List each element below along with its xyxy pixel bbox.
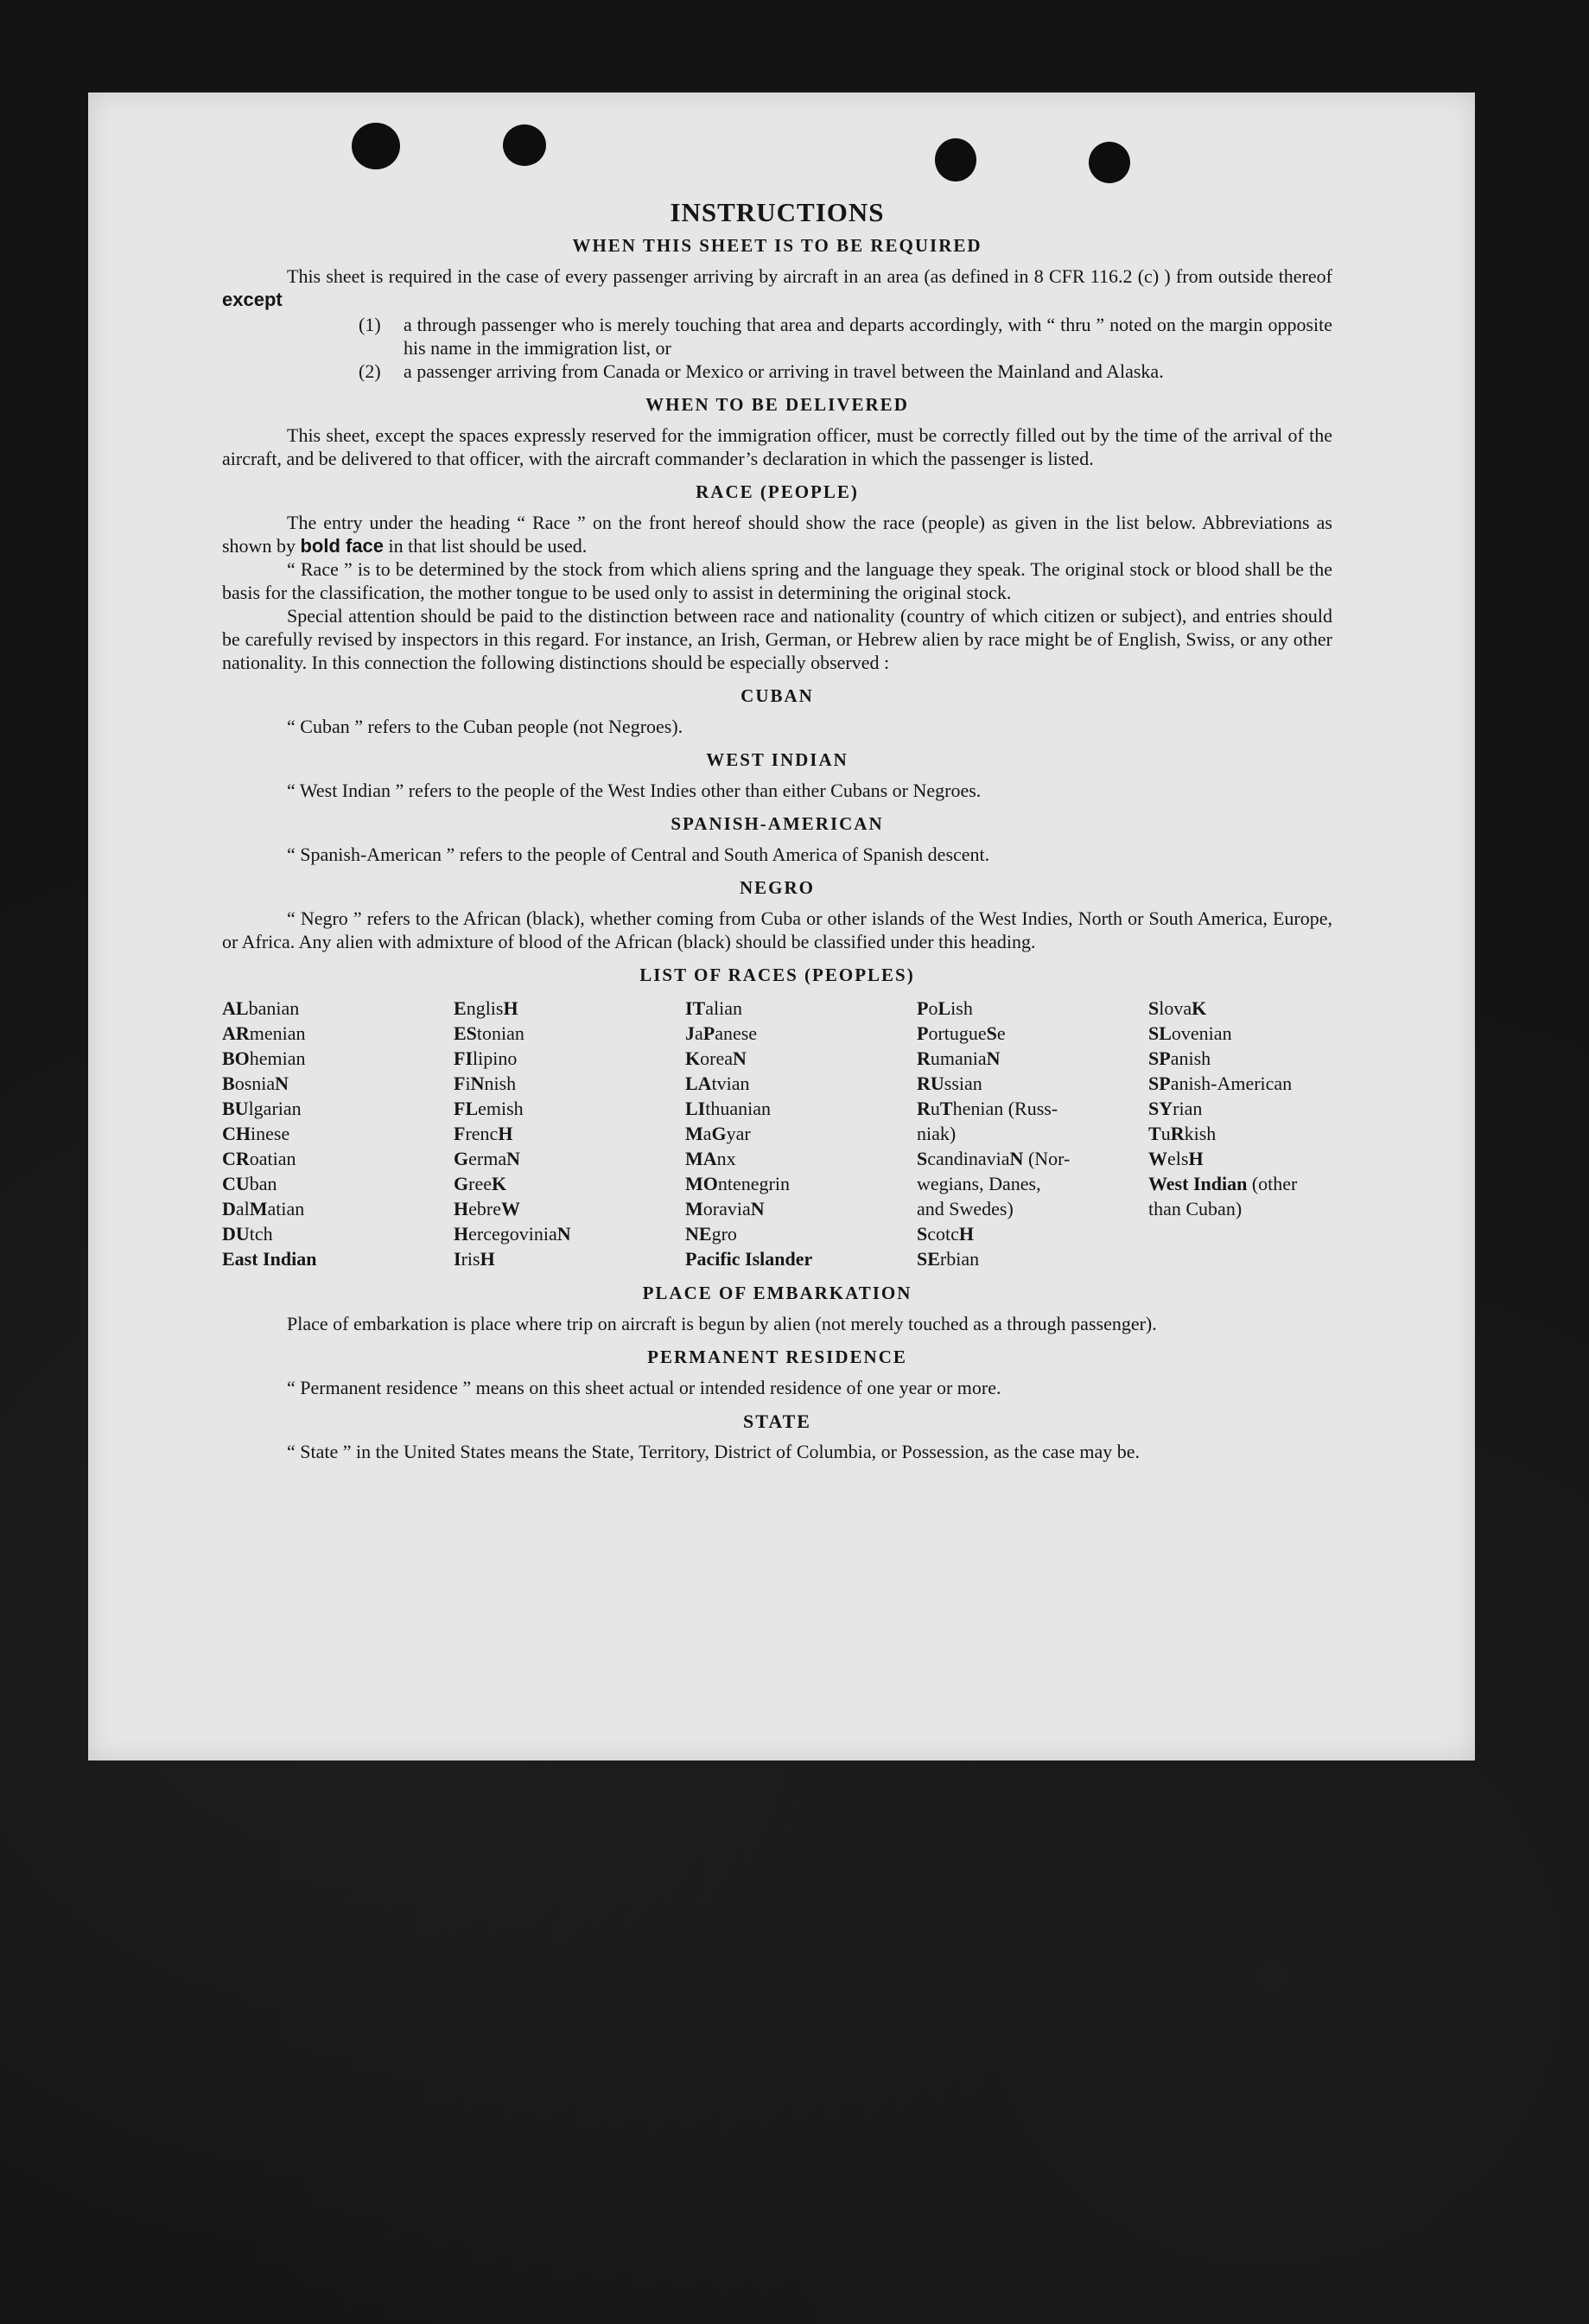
race-entry: PoLish: [917, 997, 973, 1019]
race-entry: PortugueSe: [917, 1022, 1006, 1044]
paragraph-race-3: Special attention should be paid to the distinction between race and nationality (country of which citizen or subject), and entries should be carefully revised by inspectors in this regard. For instance, an Irish, German, or Hebrew alien by race might be of English, Swiss, or any other nationality. In this connection the following distinctions should be especially observed :: [222, 605, 1332, 673]
race-entry: KoreaN: [685, 1047, 747, 1069]
race-entry: East Indian: [222, 1248, 317, 1270]
paragraph-race-2: “ Race ” is to be determined by the stock from which aliens spring and the language they speak. The original stock or blood shall be the basis for the classification, the mother tongue to be used only to assist in determining the original stock.: [222, 558, 1332, 603]
paragraph-cuban: “ Cuban ” refers to the Cuban people (not Negroes).: [287, 716, 683, 737]
except-bold: except: [222, 289, 283, 310]
race-entry: LIthuanian: [685, 1098, 772, 1119]
race-entry: FLemish: [454, 1098, 524, 1119]
race-entry: MOntenegrin: [685, 1173, 790, 1194]
race-entry: LAtvian: [685, 1073, 750, 1094]
race-column: [222, 996, 454, 1271]
race-entry: SYrian: [1148, 1098, 1203, 1119]
paragraph-negro: “ Negro ” refers to the African (black), whether coming from Cuba or other islands of the West Indies, North or South America, Europe, or Africa. Any alien with admixture of blood of the African (black) should be classified under this heading.: [222, 907, 1332, 952]
race-entry: ScotcH: [917, 1223, 975, 1245]
section-heading-west-indian: WEST INDIAN: [706, 749, 849, 770]
exception-item: (1) a through passenger who is merely touching that area and departs accordingly, with “ thru ” noted on the margin opposite his name in the immigration list, or: [359, 314, 1332, 359]
section-heading-spanish-american: SPANISH-AMERICAN: [671, 813, 884, 834]
race-entry: HercegoviniaN: [454, 1223, 571, 1245]
race-entry: GermaN: [454, 1148, 520, 1169]
paragraph-west-indian: “ West Indian ” refers to the people of the West Indies other than either Cubans or Negroes.: [287, 780, 982, 801]
race-entry: EnglisH: [454, 997, 518, 1019]
race-entry: ScandinaviaN (Nor- wegians, Danes, and Swedes): [917, 1148, 1071, 1219]
race-column: [454, 996, 685, 1271]
paragraph-embarkation: Place of embarkation is place where trip on aircraft is begun by alien (not merely touched as a through passenger).: [287, 1313, 1157, 1334]
race-entry: SPanish: [1148, 1047, 1211, 1069]
punch-hole: [1089, 142, 1130, 183]
race-entry: DalMatian: [222, 1198, 305, 1219]
race-entry: NEgro: [685, 1223, 737, 1245]
section-heading-race: RACE (PEOPLE): [696, 481, 859, 502]
race-entry: FiNnish: [454, 1073, 517, 1094]
section-heading-when-required: WHEN THIS SHEET IS TO BE REQUIRED: [572, 235, 982, 256]
race-entry: WelsH: [1148, 1148, 1204, 1169]
race-entry: JaPanese: [685, 1022, 758, 1044]
punch-hole: [503, 124, 546, 166]
race-entry: CUban: [222, 1173, 277, 1194]
race-entry: TuRkish: [1148, 1123, 1217, 1144]
section-heading-list-of-races: LIST OF RACES (PEOPLES): [639, 965, 915, 985]
race-entry: EStonian: [454, 1022, 524, 1044]
race-entry: RuThenian (Russ- niak): [917, 1098, 1058, 1144]
paragraph-race-1: The entry under the heading “ Race ” on the front hereof should show the race (people) as given in the list below. Abbreviations as shown by bold face in that list should be used.: [222, 512, 1332, 557]
race-column: [685, 996, 917, 1271]
race-entry: FrencH: [454, 1123, 513, 1144]
section-heading-residence: PERMANENT RESIDENCE: [647, 1347, 907, 1367]
section-heading-embarkation: PLACE OF EMBARKATION: [642, 1283, 912, 1303]
paragraph-when-required: This sheet is required in the case of every passenger arriving by aircraft in an area (as defined in 8 CFR 116.2 (c) ) from outside thereof except: [222, 265, 1332, 310]
race-entry: HebreW: [454, 1198, 520, 1219]
race-entry: SPanish-American: [1148, 1073, 1293, 1094]
bold-face-text: bold face: [300, 535, 385, 557]
race-column: [1148, 996, 1356, 1271]
race-entry: RumaniaN: [917, 1047, 1001, 1069]
race-entry: MoraviaN: [685, 1198, 765, 1219]
race-entry: CRoatian: [222, 1148, 296, 1169]
race-list-grid: [222, 996, 1332, 1271]
race-entry: Pacific Islander: [685, 1248, 813, 1270]
race-entry: West Indian (other than Cuban): [1148, 1173, 1298, 1219]
race-entry: BOhemian: [222, 1047, 306, 1069]
race-column: [917, 996, 1148, 1271]
paragraph-state: “ State ” in the United States means the State, Territory, District of Columbia, or Possession, as the case may be.: [287, 1441, 1141, 1462]
section-heading-state: STATE: [743, 1410, 811, 1432]
race-entry: SErbian: [917, 1248, 980, 1270]
race-entry: BosniaN: [222, 1073, 289, 1094]
exception-item: (2) a passenger arriving from Canada or Mexico or arriving in travel between the Mainland and Alaska.: [359, 360, 1164, 382]
race-entry: GreeK: [454, 1173, 507, 1194]
race-entry: DUtch: [222, 1223, 273, 1245]
punch-hole: [935, 138, 976, 181]
section-heading-when-delivered: WHEN TO BE DELIVERED: [645, 394, 909, 415]
punch-hole: [352, 123, 400, 169]
race-entry: SLovenian: [1148, 1022, 1232, 1044]
race-entry: FIlipino: [454, 1047, 518, 1069]
race-entry: RUssian: [917, 1073, 982, 1094]
section-heading-cuban: CUBAN: [740, 685, 814, 706]
instructions-body: [222, 197, 1332, 1463]
race-entry: ITalian: [685, 997, 743, 1019]
document-page: [88, 92, 1475, 1761]
race-entry: BUlgarian: [222, 1098, 302, 1119]
paragraph-when-delivered: This sheet, except the spaces expressly reserved for the immigration officer, must be correctly filled out by the time of the arrival of the aircraft, and be delivered to that officer, with the aircraft commander’s declaration in which the passenger is listed.: [222, 424, 1332, 469]
race-entry: ALbanian: [222, 997, 300, 1019]
section-heading-negro: NEGRO: [739, 877, 815, 898]
race-entry: MaGyar: [685, 1123, 751, 1144]
race-entry: MAnx: [685, 1148, 736, 1169]
page-title: INSTRUCTIONS: [670, 197, 885, 227]
paragraph-spanish-american: “ Spanish-American ” refers to the people of Central and South America of Spanish descent.: [287, 844, 990, 865]
paragraph-residence: “ Permanent residence ” means on this sheet actual or intended residence of one year or more.: [287, 1377, 1001, 1398]
exception-list: [222, 313, 1332, 383]
race-entry: ARmenian: [222, 1022, 306, 1044]
race-entry: CHinese: [222, 1123, 290, 1144]
race-entry: SlovaK: [1148, 997, 1207, 1019]
race-entry: IrisH: [454, 1248, 495, 1270]
